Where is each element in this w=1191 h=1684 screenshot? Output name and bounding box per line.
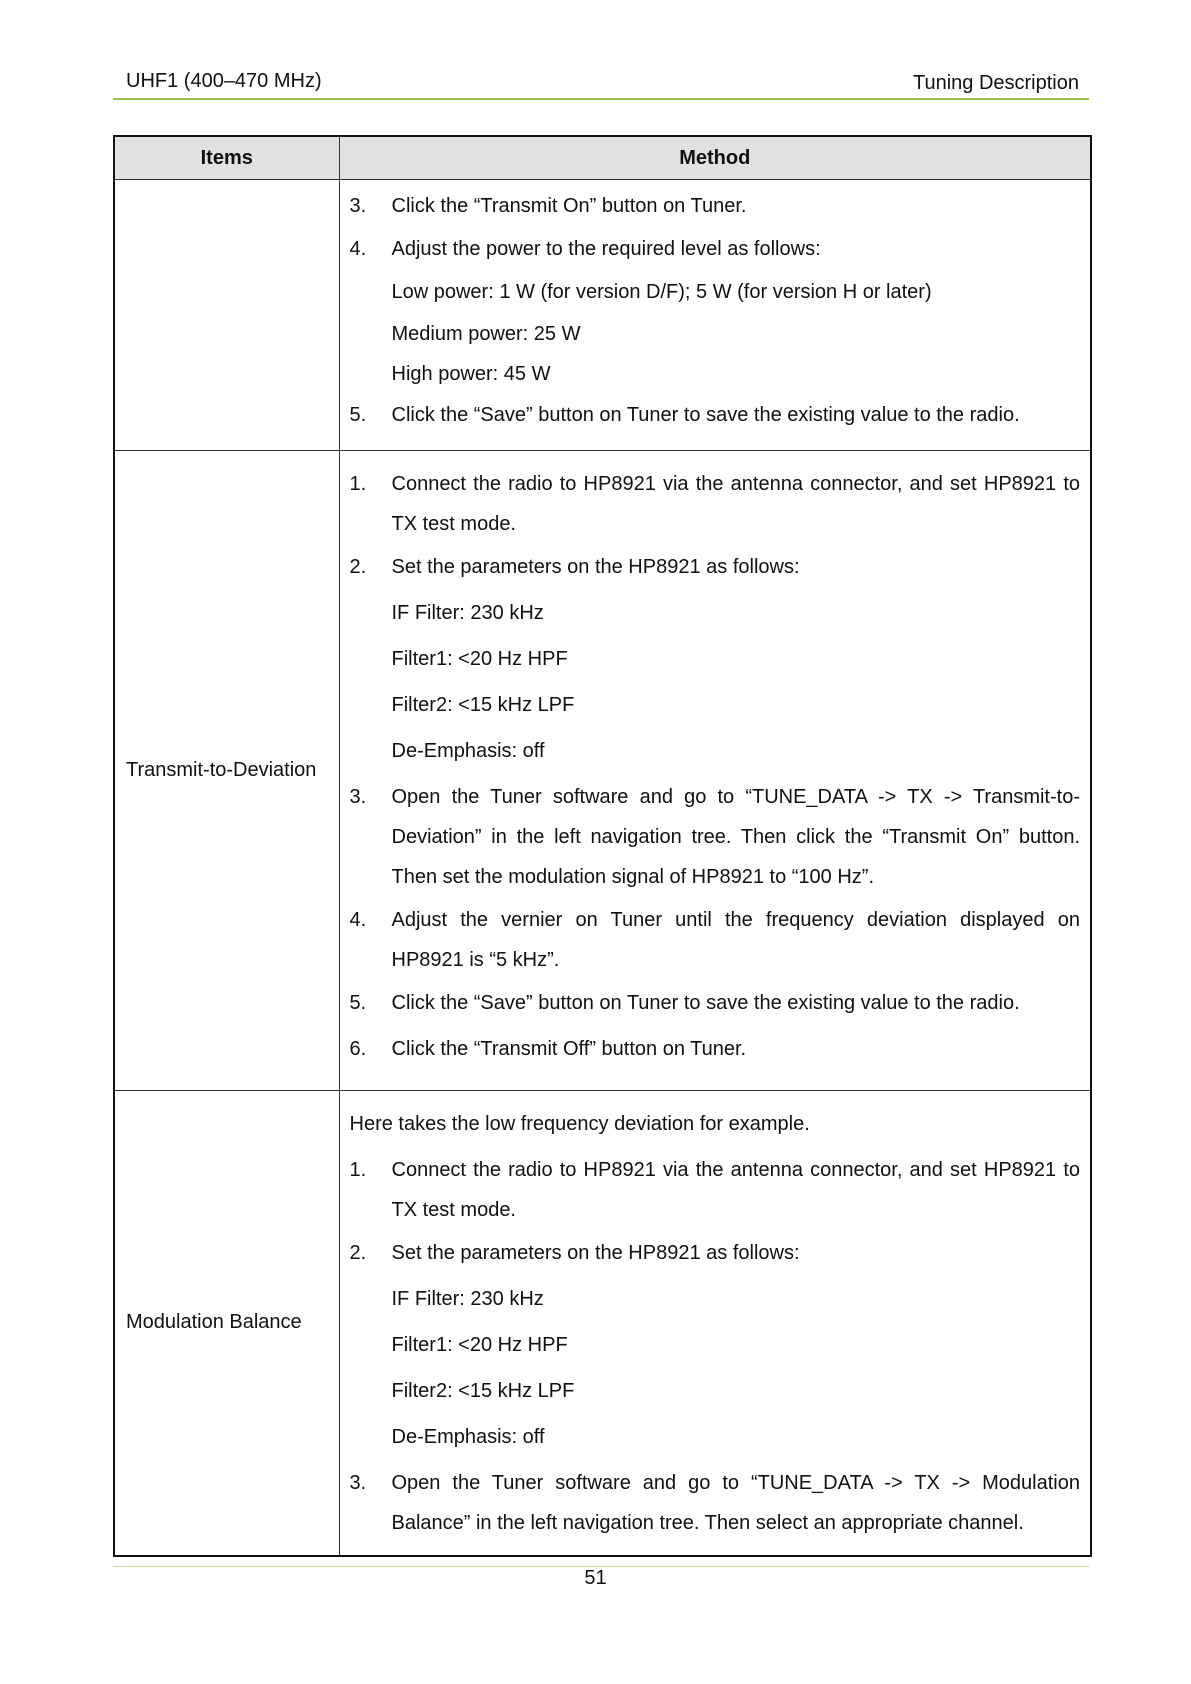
power-medium: Medium power: 25 W (391, 323, 581, 345)
header-section-title: Tuning Description (912, 72, 1079, 94)
parameter-line: Filter1: <20 Hz HPF (391, 1334, 568, 1356)
table-row (114, 1091, 1091, 1556)
column-header-method: Method (339, 136, 1091, 180)
parameter-line: Filter2: <15 kHz LPF (391, 1380, 575, 1402)
list-item: 4. Adjust the vernier on Tuner until the frequency deviation displayed on HP8921 is “5 kHz”. (349, 909, 1080, 971)
method-cell (339, 451, 1091, 1091)
item-cell: Transmit-to-Deviation (114, 451, 339, 1091)
list-item: 3. Click the “Transmit On” button on Tuner. (349, 195, 747, 217)
list-item: 2. Set the parameters on the HP8921 as follows: (349, 1242, 800, 1264)
page-header (113, 66, 1089, 100)
table-header-row (114, 136, 1091, 180)
table-row (114, 180, 1091, 451)
list-item: 5. Click the “Save” button on Tuner to save the existing value to the radio. (349, 992, 1020, 1014)
header-document-title: UHF1 (400–470 MHz) (126, 70, 322, 92)
list-item: 4. Adjust the power to the required level as follows: (349, 238, 821, 260)
list-item: 1. Connect the radio to HP8921 via the antenna connector, and set HP8921 to TX test mode. (349, 473, 1080, 535)
power-low: Low power: 1 W (for version D/F); 5 W (for version H or later) (391, 281, 932, 303)
table-row (114, 451, 1091, 1091)
parameter-line: Filter2: <15 kHz LPF (391, 694, 575, 716)
list-item: 3. Open the Tuner software and go to “TUNE_DATA -> TX -> Modulation Balance” in the left navigation tree. Then select an appropriate channel. (349, 1472, 1080, 1534)
parameter-line: IF Filter: 230 kHz (391, 1288, 544, 1310)
list-item: 1. Connect the radio to HP8921 via the antenna connector, and set HP8921 to TX test mode. (349, 1159, 1080, 1221)
list-item: 6. Click the “Transmit Off” button on Tuner. (349, 1038, 747, 1060)
tuning-table (113, 135, 1092, 1557)
column-header-items: Items (114, 136, 339, 180)
list-item: 3. Open the Tuner software and go to “TUNE_DATA -> TX -> Transmit-to-Deviation” in the left navigation tree. Then click the “Transmit On” button. Then set the modulation signal of HP8921 to “100 Hz”. (349, 786, 1080, 888)
page-number: 51 (584, 1567, 607, 1589)
method-cell (339, 1091, 1091, 1556)
parameter-line: Filter1: <20 Hz HPF (391, 648, 568, 670)
parameter-line: De-Emphasis: off (391, 740, 545, 762)
power-high: High power: 45 W (391, 363, 551, 385)
item-cell (114, 180, 339, 451)
parameter-line: IF Filter: 230 kHz (391, 602, 544, 624)
parameter-line: De-Emphasis: off (391, 1426, 545, 1448)
item-cell: Modulation Balance (114, 1091, 339, 1556)
method-cell (339, 180, 1091, 451)
intro-text: Here takes the low frequency deviation for example. (349, 1113, 810, 1135)
list-item: 5. Click the “Save” button on Tuner to save the existing value to the radio. (349, 404, 1020, 426)
list-item: 2. Set the parameters on the HP8921 as follows: (349, 556, 800, 578)
